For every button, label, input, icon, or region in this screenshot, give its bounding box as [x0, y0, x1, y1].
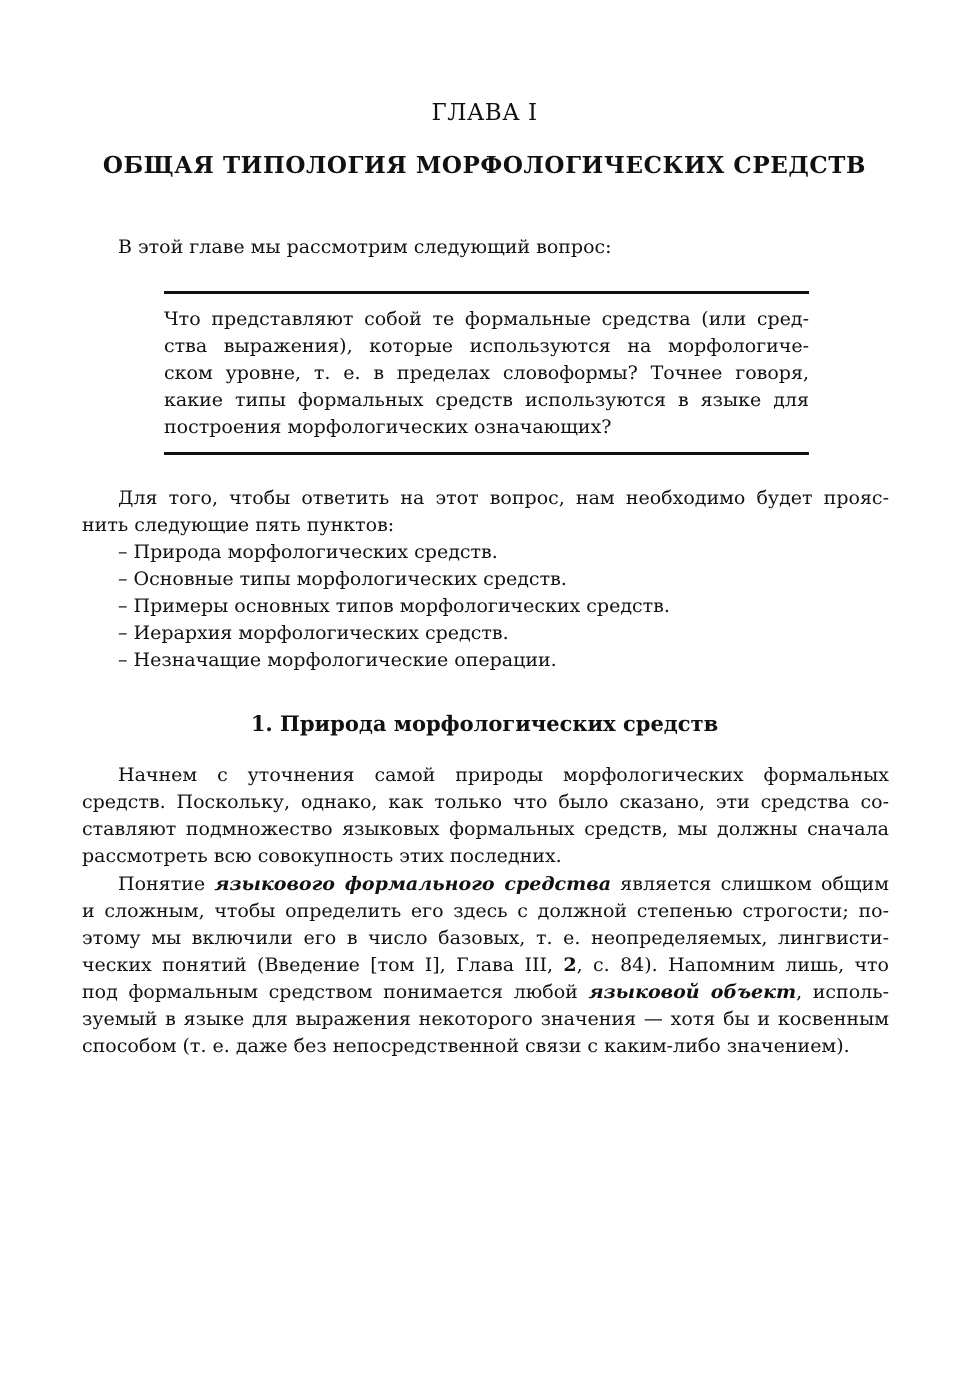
text-run: ческих понятий (Введение [том I], Глава III,	[82, 954, 564, 976]
point-item: – Иерархия морфологических средств.	[118, 622, 509, 644]
text-run: под формальным средством понимается любой	[82, 981, 589, 1003]
paragraph-line: рассмотреть всю совокупность этих последних.	[82, 845, 562, 867]
term-linguistic-formal-means: языкового формального средства	[214, 873, 612, 895]
term-linguistic-object: языковой объект	[588, 981, 797, 1003]
text-run: , с. 84). Напомним лишь, что	[576, 954, 889, 976]
section-reference-number: 2	[563, 954, 577, 976]
text-run: является слишком общим	[611, 873, 889, 895]
answer-line: Для того, чтобы ответить на этот вопрос, нам необходимо будет прояс-	[118, 487, 889, 509]
paragraph-line	[118, 871, 889, 898]
answer-line: нить следующие пять пунктов:	[82, 514, 395, 536]
question-line: ства выражения), которые используются на морфологиче-	[164, 335, 809, 357]
chapter-title: ОБЩАЯ ТИПОЛОГИЯ МОРФОЛОГИЧЕСКИХ СРЕДСТВ	[102, 152, 867, 179]
paragraph-line: Начнем с уточнения самой природы морфологических формальных	[118, 764, 889, 786]
text-run: Понятие	[118, 873, 215, 895]
question-box-top-rule	[164, 291, 809, 294]
paragraph-line: средств. Поскольку, однако, как только что было сказано, эти средства со-	[82, 791, 889, 813]
paragraph-line: способом (т. е. даже без непосредственной связи с каким-либо значением).	[82, 1035, 850, 1057]
chapter-label: ГЛАВА I	[431, 100, 538, 126]
section-heading: 1. Природа морфологических средств	[250, 711, 719, 736]
question-line: ском уровне, т. е. в пределах словоформы? Точнее говоря,	[164, 362, 809, 384]
point-item: – Незначащие морфологические операции.	[118, 649, 557, 671]
question-box-bottom-rule	[164, 452, 809, 455]
question-line: какие типы формальных средств используются в языке для	[164, 389, 809, 411]
paragraph-line: и сложным, чтобы определить его здесь с должной степенью строгости; по-	[82, 900, 889, 922]
paragraph-line	[82, 952, 889, 979]
paragraph-line: ставляют подмножество языковых формальных средств, мы должны сначала	[82, 818, 889, 840]
question-line: построения морфологических означающих?	[164, 416, 612, 438]
paragraph-line: зуемый в языке для выражения некоторого значения — хотя бы и косвенным	[82, 1008, 889, 1030]
paragraph-line: этому мы включили его в число базовых, т. е. неопределяемых, лингвисти-	[82, 927, 889, 949]
question-box	[164, 291, 809, 455]
intro-sentence: В этой главе мы рассмотрим следующий вопрос:	[118, 236, 612, 258]
question-line: Что представляют собой те формальные средства (или сред-	[164, 308, 809, 330]
point-item: – Примеры основных типов морфологических средств.	[118, 595, 670, 617]
paragraph-line	[82, 979, 889, 1006]
point-item: – Природа морфологических средств.	[118, 541, 498, 563]
point-item: – Основные типы морфологических средств.	[118, 568, 567, 590]
text-run: , исполь-	[796, 981, 889, 1003]
